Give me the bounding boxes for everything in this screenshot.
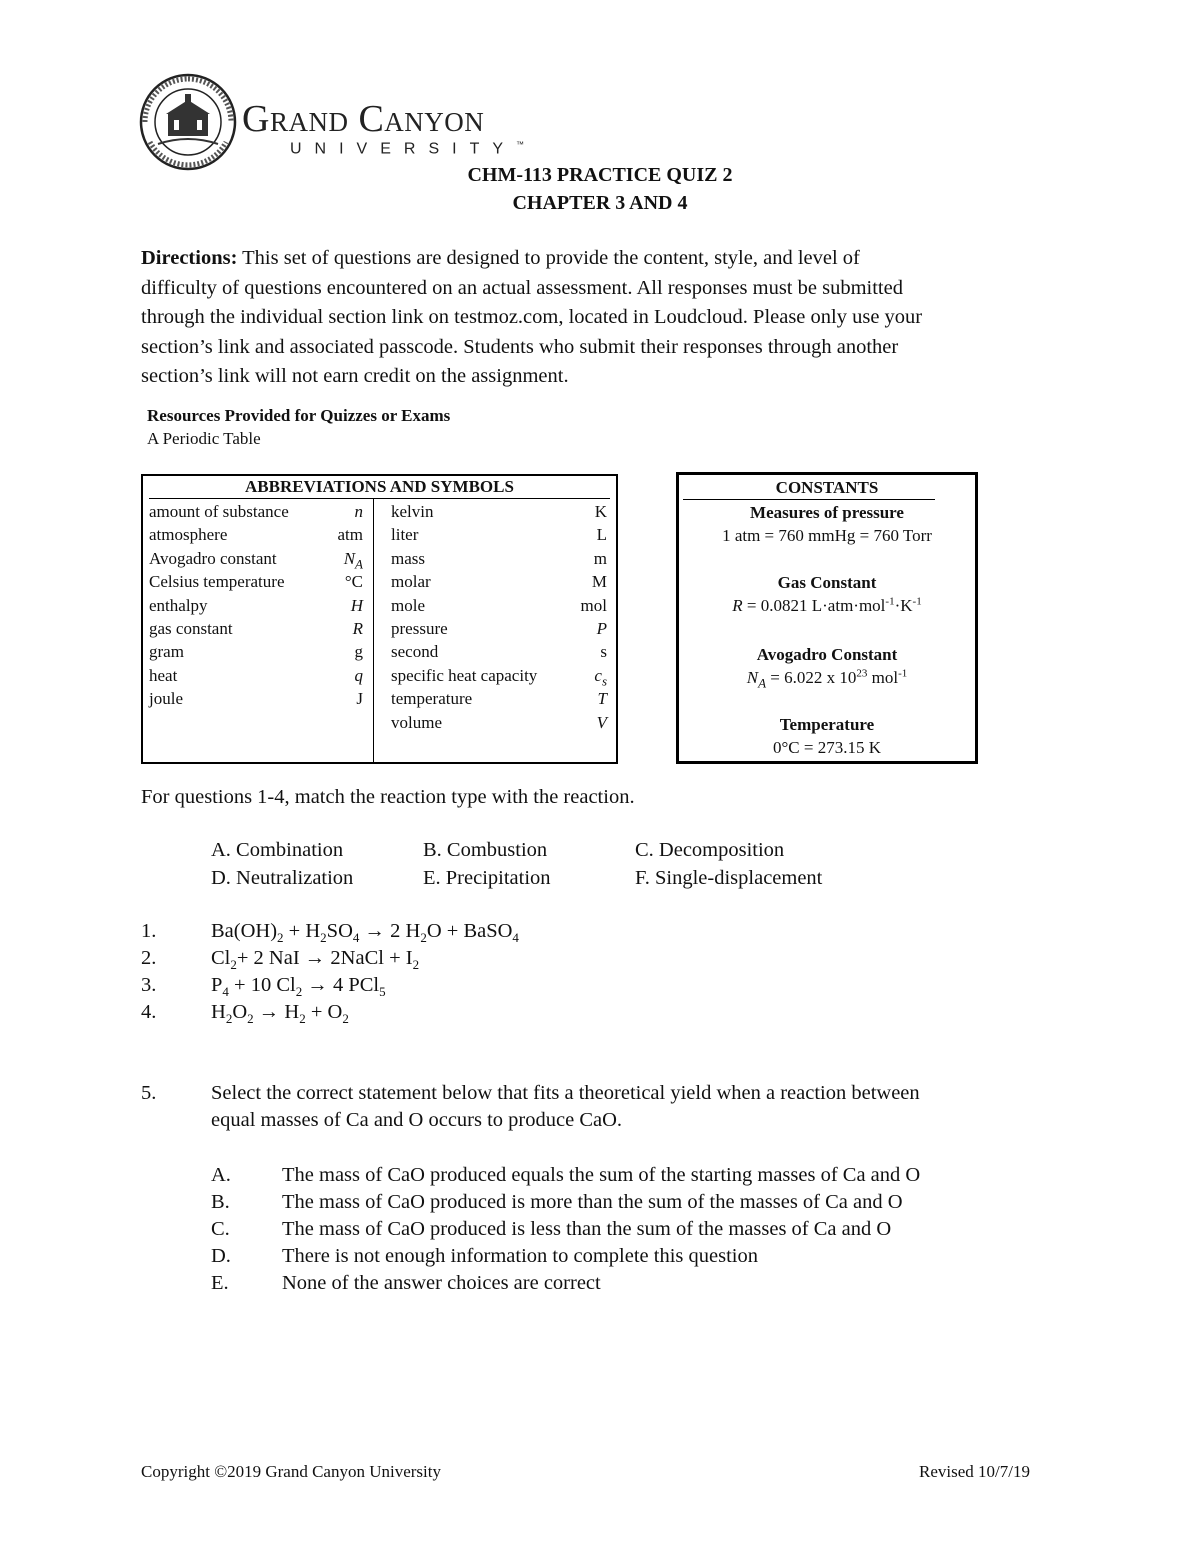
directions-label: Directions: [141,247,238,269]
temperature-constant: Temperature 0°C = 273.15 K [772,715,881,757]
abbreviations-header: ABBREVIATIONS AND SYMBOLS [245,477,514,496]
abbr-row: heat q [149,665,363,685]
abbr-row: gas constant R [149,618,363,638]
question-5: 5. Select the correct statement below that fits a theoretical yield when a reaction between equal masses of Ca and O occurs to produce CaO. A. The mass of CaO produced equals the sum of the starting masses of Ca and O B. The mass of CaO produced is more than the sum of the masses of Ca and O C. The mass of CaO produced is less than the sum of the masses of Ca and O D. There is not enough information to complete this question E. None of the answer choices are correct [141,1082,921,1294]
abbr-row: volume V [391,712,607,732]
question-5-line2: equal masses of Ca and O occurs to produce CaO. [211,1109,623,1131]
option-combustion: B. Combustion [423,839,548,861]
abbreviations-right-column [391,500,607,734]
abbr-row: gram g [149,642,363,662]
abbr-row: specific heat capacity $c_s$ [391,665,607,689]
university-logo [138,72,558,172]
abbreviations-left-column [149,500,363,711]
abbr-row: kelvin K [391,502,607,521]
abbreviations-table [141,474,618,764]
question-5-number: 5. [141,1082,157,1104]
constants-table [676,472,978,764]
footer-revised: Revised 10/7/19 [919,1462,1030,1481]
abbr-row: molar M [391,572,607,592]
abbr-row: atmosphere atm [149,525,363,545]
reaction-types [211,836,911,896]
university-seal-icon [138,72,238,172]
page-subtitle: CHAPTER 3 AND 4 [512,192,688,214]
resources-item: A Periodic Table [147,429,261,448]
abbr-row: Celsius temperature °C [149,572,363,592]
option-precipitation: E. Precipitation [423,867,551,889]
abbr-row: second s [391,642,607,662]
abbr-row: pressure P [391,618,607,638]
abbr-row: mole mol [391,595,607,615]
page-title: CHM-113 PRACTICE QUIZ 2 [467,164,733,186]
constants-header: CONSTANTS [775,478,879,497]
abbr-row: liter L [391,525,607,545]
option-single-displacement: F. Single-displacement [635,867,823,889]
abbr-row: Avogadro constant $N_A$ [149,548,363,572]
logo-name: Grand Canyon [242,98,485,140]
match-intro: For questions 1-4, match the reaction type with the reaction. [141,786,635,808]
option-combination: A. Combination [211,839,344,861]
gas-constant: Gas Constant R = 0.0821 $L\cdot atm\cdot mol^{-1}\cdot K^{-1}$ [732,573,922,615]
resources-heading: Resources Provided for Quizzes or Exams [147,406,451,425]
logo-subtitle: UNIVERSITY™ [290,140,525,158]
question-5-line1: Select the correct statement below that fits a theoretical yield when a reaction between [211,1082,920,1104]
abbr-row: amount of substance n [149,502,363,521]
option-neutralization: D. Neutralization [211,867,354,889]
reaction-questions: 1. $Ba(OH)_2 + H_2SO_4 \to 2$ $H_2O$ + BaSO$_4$ 2. $Cl_2+ 2$ NaI → 2NaCl + $I_2$ 3. $P_4 + 10$ $Cl_2 \to 4$ PCl$_5$ 4. $H_2O_2 \to H_2 + O_2$ [141,920,519,1027]
abbr-row: joule J [149,689,363,709]
pressure-constant: Measures of pressure 1 atm = 760 mmHg = 760 Torr [722,503,932,545]
abbr-row: temperature T [391,689,607,709]
avogadro-symbol: $N_A$ [343,548,363,572]
footer-copyright: Copyright ©2019 Grand Canyon University [141,1462,441,1481]
directions: Directions: This set of questions are designed to provide the content, style, and level of difficulty of questions encountered on an actual assessment. All responses must be submitted through the individual section link on testmoz.com, located in Loudcloud. Please only use your section’s link and associated passcode. Students who submit their responses through another section’s link will not earn credit on the assignment. [141,247,923,387]
option-decomposition: C. Decomposition [635,839,785,861]
avogadro-constant: Avogadro Constant $N_A = 6.022$ x $10^{23}$ mol$^{-1}$ [746,645,908,691]
abbr-row: enthalpy H [149,595,363,615]
abbr-row: mass m [391,548,607,568]
